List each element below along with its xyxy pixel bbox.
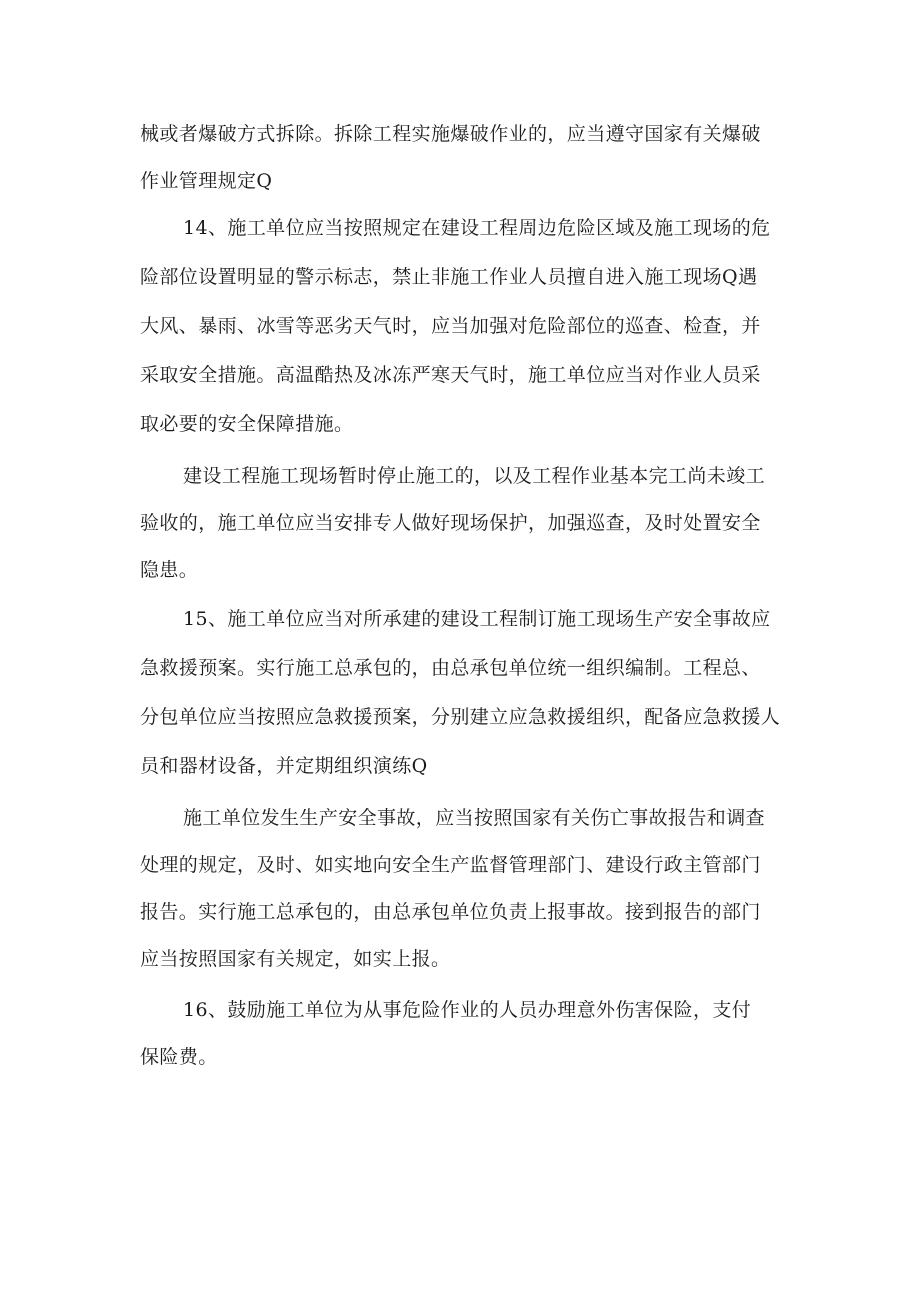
text-line: 隐患。	[140, 559, 199, 581]
text-line: 15、施工单位应当对所承建的建设工程制订施工现场生产安全事故应	[183, 608, 771, 630]
text-line: 应当按照国家有关规定，如实上报。	[140, 948, 451, 970]
text-line: 械或者爆破方式拆除。拆除工程实施爆破作业的，应当遵守国家有关爆破	[140, 123, 761, 145]
text-line: 取必要的安全保障措施。	[140, 413, 354, 435]
text-line: 采取安全措施。高温酷热及冰冻严寒天气时，施工单位应当对作业人员采	[140, 364, 761, 386]
text-line: 保险费。	[140, 1046, 218, 1068]
text-line: 施工单位发生生产安全事故，应当按照国家有关伤亡事故报告和调查	[183, 807, 766, 829]
text-line: 16、鼓励施工单位为从事危险作业的人员办理意外伤害保险，支付	[183, 999, 752, 1021]
text-line: 员和器材设备，并定期组织演练Q	[140, 755, 428, 777]
text-line: 险部位设置明显的警示标志，禁止非施工作业人员擅自进入施工现场Q遇	[140, 266, 758, 288]
text-line: 验收的，施工单位应当安排专人做好现场保护，加强巡查，及时处置安全	[140, 512, 761, 534]
text-line: 报告。实行施工总承包的，由总承包单位负责上报事故。接到报告的部门	[140, 901, 761, 923]
text-line: 处理的规定，及时、如实地向安全生产监督管理部门、建设行政主管部门	[140, 854, 761, 876]
text-line: 大风、暴雨、冰雪等恶劣天气时，应当加强对危险部位的巡查、检查，并	[140, 315, 761, 337]
text-line: 作业管理规定Q	[140, 170, 273, 192]
text-line: 14、施工单位应当按照规定在建设工程周边危险区域及施工现场的危	[183, 217, 771, 239]
text-line: 急救援预案。实行施工总承包的，由总承包单位统一组织编制。工程总、	[140, 657, 761, 679]
text-line: 建设工程施工现场暂时停止施工的，以及工程作业基本完工尚未竣工	[183, 465, 766, 487]
text-line: 分包单位应当按照应急救援预案，分别建立应急救援组织，配备应急救援人	[140, 706, 781, 728]
